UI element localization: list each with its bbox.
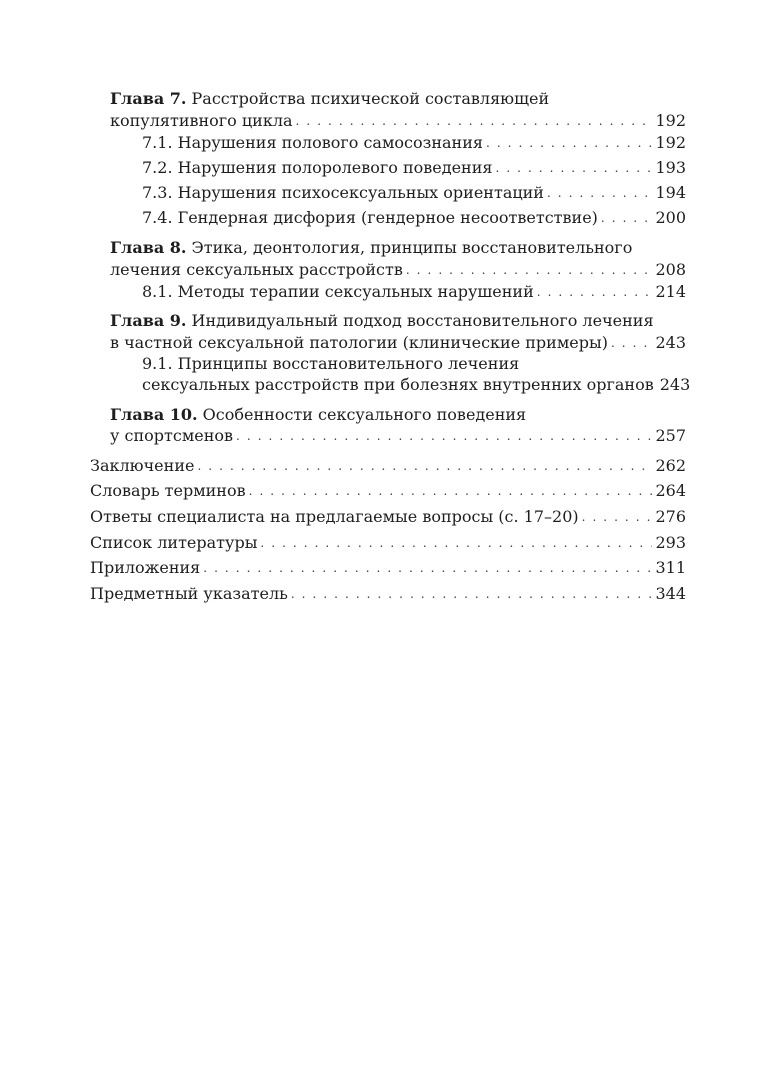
- toc-section-9-1-heading: [142, 354, 519, 374]
- page-number: 194: [655, 183, 686, 202]
- page-number: 193: [655, 158, 686, 177]
- toc-back-index[interactable]: [90, 584, 686, 605]
- dot-leader: [291, 584, 653, 604]
- page-number: 243: [659, 375, 691, 394]
- dot-leader: [406, 260, 653, 280]
- page-number: 214: [655, 282, 686, 301]
- toc-chapter-10-heading: [110, 405, 526, 425]
- entry-title: Словарь терминов: [90, 481, 246, 500]
- section-title: 7.4. Гендерная дисфория (гендерное несоответствие): [142, 208, 598, 227]
- dot-leader: [486, 133, 652, 153]
- entry-title: Ответы специалиста на предлагаемые вопросы (с. 17–20): [90, 507, 579, 526]
- section-title: 7.1. Нарушения полового самосознания: [142, 133, 483, 152]
- dot-leader: [260, 533, 652, 553]
- dot-leader: [249, 481, 653, 501]
- chapter-title: Этика, деонтология, принципы восстановительного: [186, 238, 633, 257]
- chapter-title-cont: лечения сексуальных расстройств: [110, 260, 403, 279]
- page-number: 311: [655, 558, 686, 577]
- chapter-label: Глава 9.: [110, 311, 187, 330]
- page-number: 276: [655, 507, 686, 526]
- dot-leader: [611, 333, 653, 353]
- toc-chapter-9-entry[interactable]: [110, 333, 686, 354]
- page-number: 192: [655, 111, 686, 130]
- toc-chapter-8-heading: [110, 238, 632, 258]
- page-number: 243: [655, 333, 686, 352]
- section-title: 7.3. Нарушения психосексуальных ориентаций: [142, 183, 544, 202]
- toc-chapter-7-heading: [110, 89, 549, 109]
- toc-back-glossary[interactable]: [90, 481, 686, 502]
- chapter-label: Глава 8.: [110, 238, 187, 257]
- dot-leader: [601, 208, 653, 228]
- toc-back-references[interactable]: [90, 533, 686, 554]
- page-number: 293: [655, 533, 686, 552]
- chapter-title: Индивидуальный подход восстановительного лечения: [186, 311, 654, 330]
- page-number: 264: [655, 481, 686, 500]
- toc-chapter-9-heading: [110, 311, 654, 331]
- page-number: 200: [655, 208, 686, 227]
- toc-section-7-4[interactable]: [142, 208, 686, 229]
- section-title: 7.2. Нарушения полоролевого поведения: [142, 158, 493, 177]
- chapter-title-cont: у спортсменов: [110, 426, 234, 445]
- chapter-label: Глава 10.: [110, 405, 198, 424]
- page-number: 257: [655, 426, 686, 445]
- dot-leader: [495, 158, 652, 178]
- chapter-label: Глава 7.: [110, 89, 187, 108]
- dot-leader: [582, 507, 653, 527]
- page-number: 344: [655, 584, 686, 603]
- chapter-title-cont: копулятивного цикла: [110, 111, 293, 130]
- toc-section-7-3[interactable]: [142, 183, 686, 204]
- section-title: 8.1. Методы терапии сексуальных нарушений: [142, 282, 534, 301]
- toc-back-appendices[interactable]: [90, 558, 686, 579]
- toc-section-7-1[interactable]: [142, 133, 686, 154]
- dot-leader: [296, 111, 653, 131]
- dot-leader: [236, 426, 652, 446]
- page-number: 208: [655, 260, 686, 279]
- dot-leader: [197, 456, 652, 476]
- chapter-title-cont: в частной сексуальной патологии (клинические примеры): [110, 333, 608, 352]
- toc-section-7-2[interactable]: [142, 158, 686, 179]
- toc-back-conclusion[interactable]: [90, 456, 686, 477]
- section-title: 9.1. Принципы восстановительного лечения: [142, 354, 520, 373]
- page-number: 262: [655, 456, 686, 475]
- chapter-title: Особенности сексуального поведения: [197, 405, 527, 424]
- section-title-cont: сексуальных расстройств при болезнях внутренних органов: [142, 375, 654, 394]
- page-number: 192: [655, 133, 686, 152]
- dot-leader: [537, 282, 653, 302]
- toc-section-8-1[interactable]: [142, 282, 686, 303]
- entry-title: Список литературы: [90, 533, 258, 552]
- entry-title: Приложения: [90, 558, 201, 577]
- toc-section-9-1-entry[interactable]: [142, 375, 691, 396]
- entry-title: Предметный указатель: [90, 584, 288, 603]
- dot-leader: [547, 183, 652, 203]
- chapter-title: Расстройства психической составляющей: [186, 89, 550, 108]
- toc-chapter-7-entry[interactable]: [110, 111, 686, 132]
- toc-back-answers[interactable]: [90, 507, 686, 528]
- toc-chapter-8-entry[interactable]: [110, 260, 686, 281]
- toc-chapter-10-entry[interactable]: [110, 426, 686, 447]
- dot-leader: [203, 558, 652, 578]
- entry-title: Заключение: [90, 456, 195, 475]
